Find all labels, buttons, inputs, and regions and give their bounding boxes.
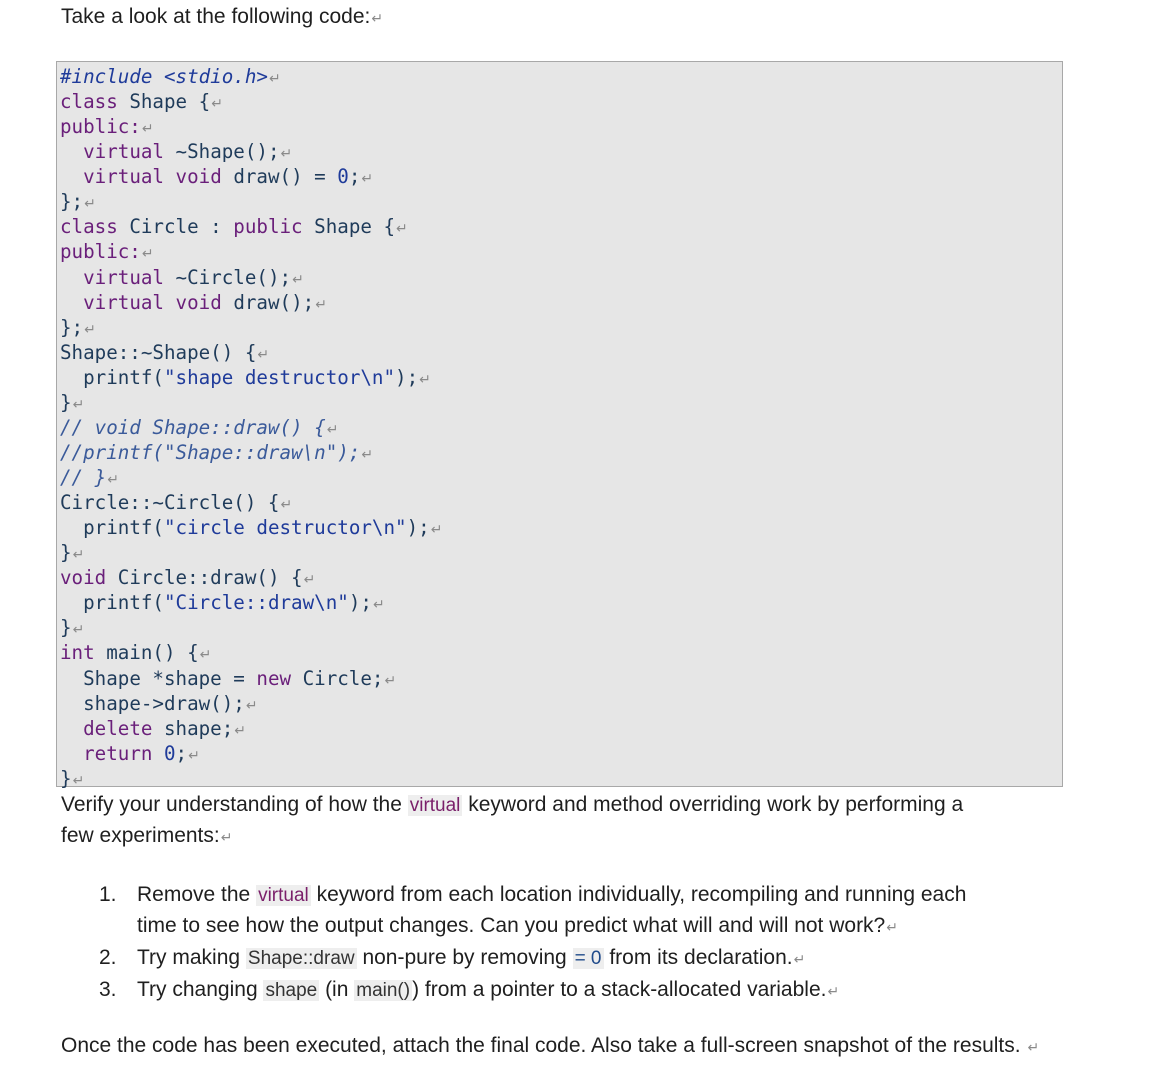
list-number: 2. — [99, 946, 117, 969]
list-number: 1. — [99, 883, 117, 906]
code-line: }↵ — [60, 766, 85, 790]
code-line: // void Shape::draw() {↵ — [60, 415, 339, 439]
inline-code-shape-draw: Shape::draw — [247, 948, 355, 969]
list-item: 3. Try changing shape (in main()) from a pointer to a stack-allocated variable.↵ — [99, 975, 1059, 1007]
code-line: virtual ~Shape();↵ — [83, 140, 293, 164]
code-line: public:↵ — [60, 240, 154, 264]
code-line: shape->draw();↵ — [83, 691, 258, 715]
code-line: printf("circle destructor\n");↵ — [83, 516, 443, 540]
code-line: //printf("Shape::draw\n");↵ — [60, 440, 374, 464]
intro-text: Take a look at the following code:↵ — [61, 5, 384, 28]
code-line: // }↵ — [60, 466, 119, 489]
code-line: return 0;↵ — [83, 741, 200, 765]
list-item: 2. Try making Shape::draw non-pure by removing = 0 from its declaration.↵ — [99, 943, 1059, 975]
code-line: virtual ~Circle();↵ — [83, 265, 304, 289]
code-line: int main() {↵ — [60, 641, 212, 665]
code-line: #include <stdio.h>↵ — [60, 65, 281, 88]
list-number: 3. — [99, 978, 117, 1001]
code-line: Shape *shape = new Circle;↵ — [83, 666, 397, 690]
code-line: delete shape;↵ — [83, 716, 247, 740]
code-line: Circle::~Circle() {↵ — [60, 491, 293, 515]
inline-code-main: main() — [356, 980, 411, 1001]
code-line: };↵ — [60, 315, 96, 339]
code-line: virtual void draw() = 0;↵ — [83, 165, 374, 189]
code-line: printf("shape destructor\n");↵ — [83, 365, 431, 389]
code-line: public:↵ — [60, 115, 154, 139]
code-line: printf("Circle::draw\n");↵ — [83, 591, 385, 615]
list-item: 1. Remove the virtual keyword from each location individually, recompiling and running each time to see how the output changes. Can you predict what will and will not work?↵ — [99, 880, 1059, 943]
code-line: }↵ — [60, 541, 85, 565]
code-line: };↵ — [60, 190, 96, 214]
inline-code-virtual: virtual — [409, 795, 461, 816]
code-listing — [60, 64, 442, 791]
code-line: }↵ — [60, 616, 85, 640]
verify-paragraph: Verify your understanding of how the virtual keyword and method overriding work by performing a few experiments:↵ — [61, 793, 964, 847]
outro-text: Once the code has been executed, attach the final code. Also take a full-screen snapshot of the results. ↵ — [61, 1034, 1040, 1057]
code-line: class Circle : public Shape {↵ — [60, 215, 408, 239]
code-line: virtual void draw();↵ — [83, 290, 327, 314]
inline-code-virtual: virtual — [258, 885, 309, 906]
code-line: void Circle::draw() {↵ — [60, 566, 316, 590]
code-line: class Shape {↵ — [60, 90, 223, 114]
inline-code-shape: shape — [265, 980, 318, 1001]
experiment-list — [99, 880, 1059, 1007]
code-line: }↵ — [60, 390, 85, 414]
code-line: Shape::~Shape() {↵ — [60, 340, 270, 364]
inline-code-eq-zero: = 0 — [574, 948, 602, 969]
